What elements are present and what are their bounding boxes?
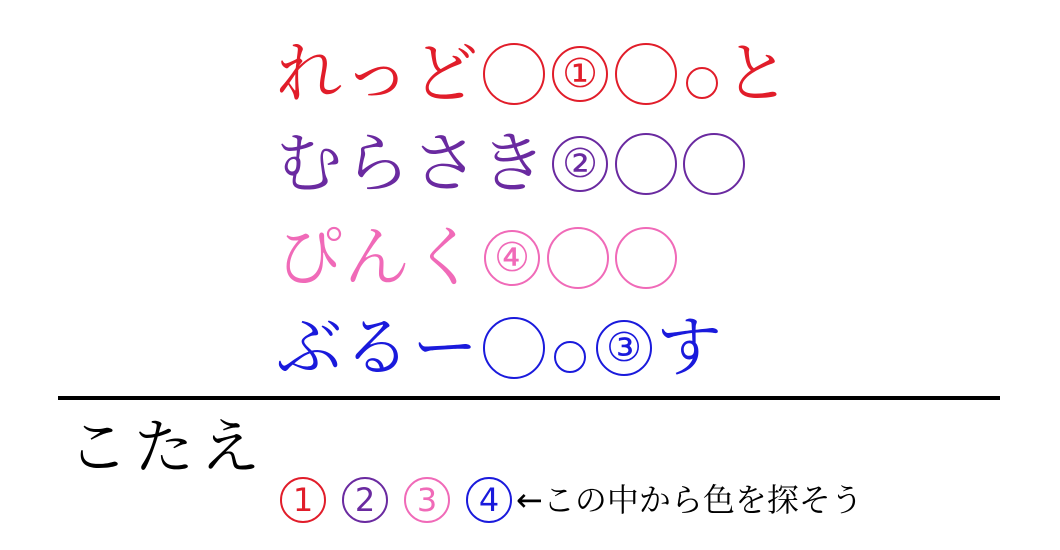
answer-choices (280, 470, 863, 530)
blank-circle-large (483, 317, 545, 379)
puzzle-row-purple (0, 118, 1060, 210)
puzzle-row-pink (0, 212, 1060, 304)
number-circle-1: ① (552, 46, 608, 102)
puzzle-row-red (0, 28, 1060, 120)
puzzle-row-blue (0, 302, 1060, 394)
blank-circle-large (683, 133, 745, 195)
blank-circle-large (483, 43, 545, 105)
choice-2: 2 (342, 477, 388, 523)
hint-text: ←この中から色を探そう (516, 481, 863, 519)
blank-circle-large (615, 43, 677, 105)
row-purple-text: むらさき (276, 125, 548, 202)
blank-circle-small (686, 67, 718, 99)
answer-label: こたえ (68, 413, 266, 483)
number-circle-2: ② (552, 136, 608, 192)
blank-circle-large (615, 227, 677, 289)
blank-circle-large (615, 133, 677, 195)
blank-circle-small (554, 341, 586, 373)
row-red-tail-char: と (724, 35, 792, 112)
choice-1: 1 (280, 477, 326, 523)
number-circle-4: ④ (484, 230, 540, 286)
answer-divider (58, 396, 1000, 400)
number-circle-3: ③ (596, 320, 652, 376)
choice-4: 4 (466, 477, 512, 523)
choice-3: 3 (404, 477, 450, 523)
row-blue-tail-char: す (656, 309, 724, 386)
row-blue-text: ぶるー (276, 309, 480, 386)
row-red-text: れっど (276, 35, 480, 112)
row-pink-text: ぴんく (276, 219, 480, 296)
blank-circle-large (547, 227, 609, 289)
